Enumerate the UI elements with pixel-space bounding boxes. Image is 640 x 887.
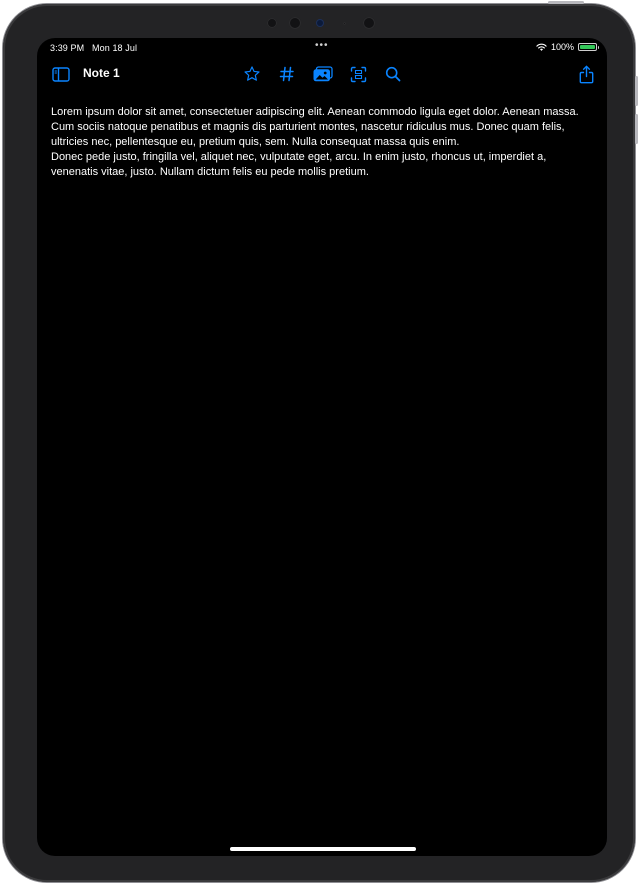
search-button[interactable] bbox=[381, 62, 405, 86]
sensor-dot bbox=[289, 17, 301, 29]
wifi-icon bbox=[536, 43, 547, 52]
sidebar-toggle-button[interactable] bbox=[49, 62, 73, 86]
scan-text-button[interactable] bbox=[346, 62, 370, 86]
toolbar bbox=[37, 60, 607, 88]
favorite-button[interactable] bbox=[240, 62, 264, 86]
status-right bbox=[536, 42, 597, 52]
share-button[interactable] bbox=[574, 62, 598, 86]
scan-text-icon bbox=[350, 66, 367, 83]
share-icon bbox=[579, 65, 594, 84]
screen bbox=[37, 38, 607, 856]
ipad-frame bbox=[3, 4, 635, 882]
note-body[interactable] bbox=[51, 105, 593, 180]
volume-down-button bbox=[635, 114, 638, 144]
battery-percent: 100% bbox=[550, 42, 574, 52]
status-bar bbox=[37, 38, 607, 58]
note-paragraph[interactable]: Lorem ipsum dolor sit amet, consectetuer adipiscing elit. Aenean commodo ligula eget dolor. Aenean massa. Cum sociis natoque penatibus et magnis dis parturient montes, nascetur ridiculus mus. Donec quam felis, ultricies nec, pellentesque eu, pretium quis, sem. Nulla consequat massa quis enim. bbox=[51, 106, 579, 148]
tag-button[interactable] bbox=[275, 62, 299, 86]
photo-gallery-icon bbox=[313, 66, 333, 82]
search-icon bbox=[385, 66, 401, 82]
multitasking-dots[interactable]: ••• bbox=[315, 40, 329, 51]
hashtag-icon bbox=[279, 66, 295, 82]
top-button bbox=[548, 1, 584, 4]
sensor-dot bbox=[343, 22, 346, 25]
insert-photo-button[interactable] bbox=[311, 62, 335, 86]
sensor-dot bbox=[363, 17, 375, 29]
status-time: 3:39 PM Mon 18 Jul bbox=[50, 43, 138, 53]
sidebar-icon bbox=[52, 67, 70, 82]
note-paragraph[interactable]: Donec pede justo, fringilla vel, aliquet nec, vulputate eget, arcu. In enim justo, rhoncus ut, imperdiet a, venenatis vitae, justo. Nullam dictum felis eu pede mollis pretium. bbox=[51, 151, 547, 178]
battery-icon bbox=[578, 43, 597, 51]
volume-up-button bbox=[635, 76, 638, 106]
battery-fill bbox=[580, 45, 595, 49]
star-icon bbox=[243, 65, 261, 83]
sensor-dot bbox=[267, 18, 277, 28]
camera-bar bbox=[263, 14, 383, 30]
camera-lens bbox=[317, 20, 323, 26]
note-title[interactable]: Note 1 bbox=[83, 66, 120, 80]
home-indicator[interactable] bbox=[230, 847, 416, 851]
